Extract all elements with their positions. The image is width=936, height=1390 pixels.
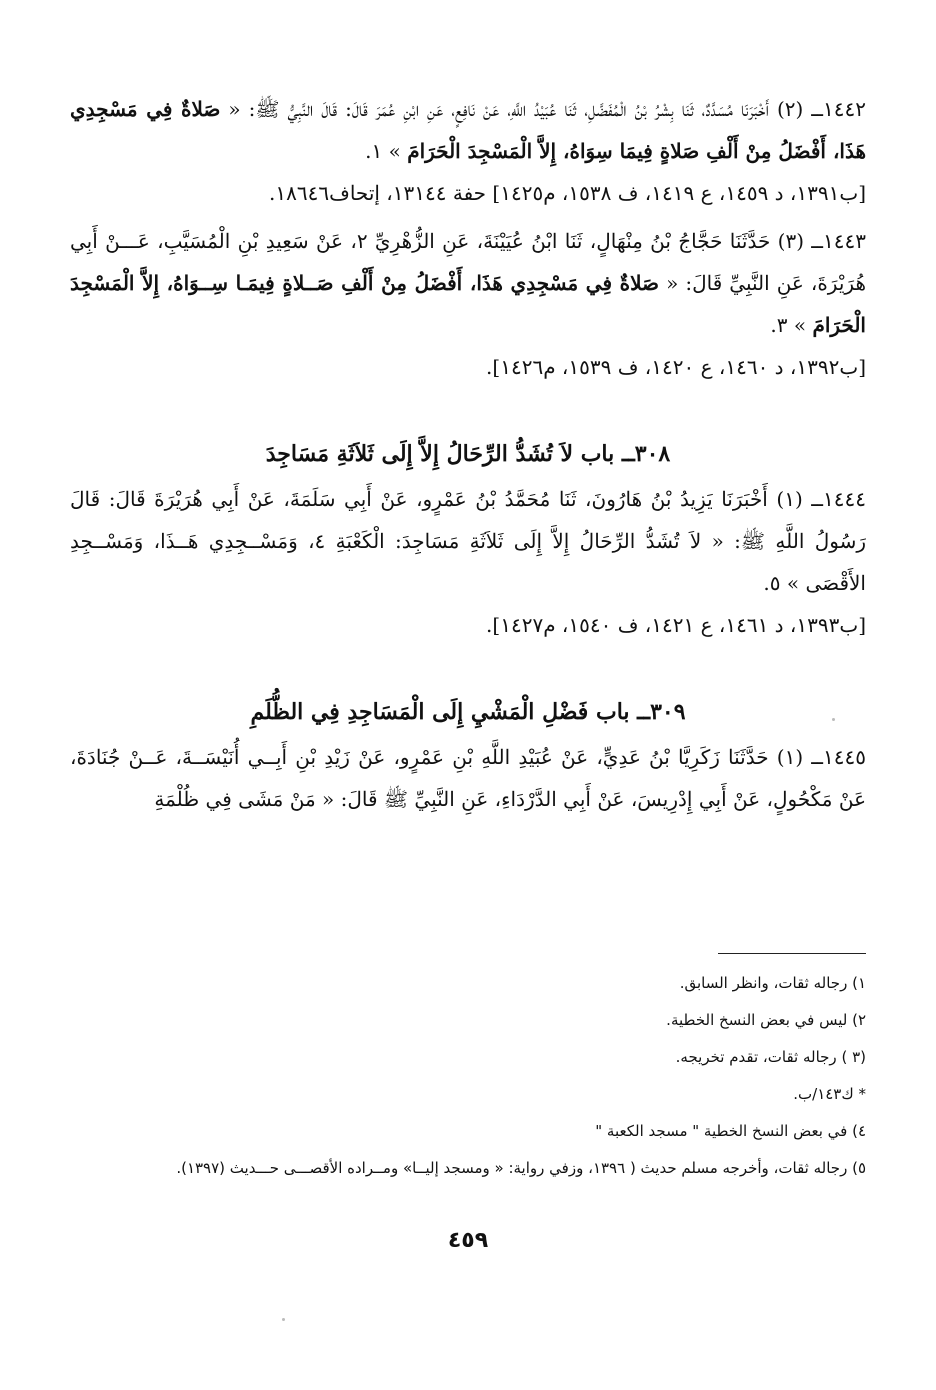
hadith-1442	[70, 88, 866, 172]
hadith-1444-references: [ب١٣٩٣، د ١٤٦١، ع ١٤٢١، ف ١٥٤٠، م١٤٢٧].	[486, 613, 866, 637]
chapter-309-heading: ٣٠٩ــ باب فَضْلِ الْمَشْيِ إِلَى الْمَسَاجِدِ فِي الظُّلَمِ	[250, 699, 686, 725]
footnote-star: * ك١٤٣/ب.	[793, 1085, 866, 1103]
scan-speck	[832, 718, 835, 721]
footnote-4: ٤) في بعض النسخ الخطية " مسجد الكعبة "	[595, 1122, 866, 1140]
hadith-1443-isnad: ١٤٤٣ــ (٣) حَدَّثَنَا حَجَّاجُ بْنُ مِنْهَالٍ، ثَنَا ابْنُ عُيَيْنَةَ، عَنِ الزُّهْرِيِّ ٢، عَنْ سَعِيدِ بْنِ الْمُسَيَّبِ، عَـــنْ أَبِي هُرَيْرَةَ، عَنِ النَّبِيِّ قَالَ: «	[70, 229, 866, 295]
hadith-1445: ١٤٤٥ــ (١) حَدَّثَنَا زَكَرِيَّا بْنُ عَدِيٍّ، عَنْ عُبَيْدِ اللَّهِ بْنِ عَمْرٍو، عَنْ زَيْدِ بْنِ أَبِــي أُنَيْسَــةَ، عَــنْ جُنَادَةَ، عَنْ مَكْحُولٍ، عَنْ أَبِي إِدْرِيسَ، عَنْ أَبِي الدَّرْدَاءِ، عَنِ النَّبِيِّ ﷺ قَالَ: « مَنْ مَشَى فِي ظُلْمَةِ	[70, 745, 866, 811]
hadith-1443-end: » ٣.	[770, 313, 807, 337]
chapter-308-heading: ٣٠٨ــ باب لاَ تُشَدُّ الرِّحَالُ إِلاَّ إِلَى ثَلاَثَةِ مَسَاجِدَ	[265, 441, 671, 467]
scan-speck	[282, 1318, 285, 1321]
hadith-1443-references: [ب١٣٩٢، د ١٤٦٠، ع ١٤٢٠، ف ١٥٣٩، م١٤٢٦].	[486, 355, 866, 379]
hadith-1442-isnad: ١٤٤٢ــ (٢) أَخْبَرَنَا مُسَدَّدٌ، ثَنَا بِشْرُ بْنُ الْمُفَضَّلِ، ثَنَا عُبَيْدُ اللَّهِ، عَنْ نَافِعٍ، عَنِ ابْنِ عُمَرَ قَالَ: قَالَ النَّبِيُّ ﷺ: «	[228, 97, 866, 121]
footnote-3: (٣ ) رجاله ثقات، تقدم تخريجه.	[675, 1048, 866, 1066]
hadith-1442-matn: صَلاةٌ فِي مَسْجِدِي هَذَا، أَفْضَلُ مِنْ أَلْفِ صَلاةٍ فِيمَا سِوَاهُ، إِلاَّ الْمَسْجِدَ الْحَرَامَ	[70, 97, 866, 163]
footnote-2: ٢) ليس في بعض النسخ الخطية.	[666, 1011, 866, 1029]
footnote-separator	[718, 953, 866, 954]
hadith-1443-matn: صَلاةٌ فِي مَسْجِدِي هَذَا، أَفْضَلُ مِنْ أَلْفِ صَــلاةٍ فِيمَـا سِــوَاهُ، إِلاَّ الْمَسْجِدَ الْحَرَامَ	[70, 271, 866, 337]
footnotes	[66, 965, 866, 1187]
footnote-1: ١) رجاله ثقات، وانظر السابق.	[679, 974, 866, 992]
footnote-5: ٥) رجاله ثقات، وأخرجه مسلم حديث ( ١٣٩٦، وزفي رواية: « ومسجد إليــا» ومــراده الأقصـــى حـــديث (١٣٩٧).	[176, 1159, 866, 1177]
hadith-1442-references: [ب١٣٩١، د ١٤٥٩، ع ١٤١٩، ف ١٥٣٨، م١٤٢٥] حفة ١٣١٤٤، إتحاف١٨٦٤٦.	[269, 181, 866, 205]
hadith-1444: ١٤٤٤ــ (١) أَخْبَرَنَا يَزِيدُ بْنُ هَارُونَ، ثَنَا مُحَمَّدُ بْنُ عَمْرٍو، عَنْ أَبِي سَلَمَةَ، عَنْ أَبِي هُرَيْرَةَ قَالَ: قَالَ رَسُولُ اللَّهِ ﷺ: « لاَ تُشَدُّ الرِّحَالُ إِلاَّ إِلَى ثَلاَثَةِ مَسَاجِدَ: الْكَعْبَةِ ٤، وَمَسْــجِدِي هَــذَا، وَمَسْــجِدِ الأَقْصَى » ٥.	[70, 487, 867, 595]
page-number: ٤٥٩	[447, 1228, 489, 1253]
main-text	[70, 88, 866, 820]
hadith-1442-end: » ١.	[365, 139, 401, 163]
hadith-1443	[70, 220, 866, 346]
